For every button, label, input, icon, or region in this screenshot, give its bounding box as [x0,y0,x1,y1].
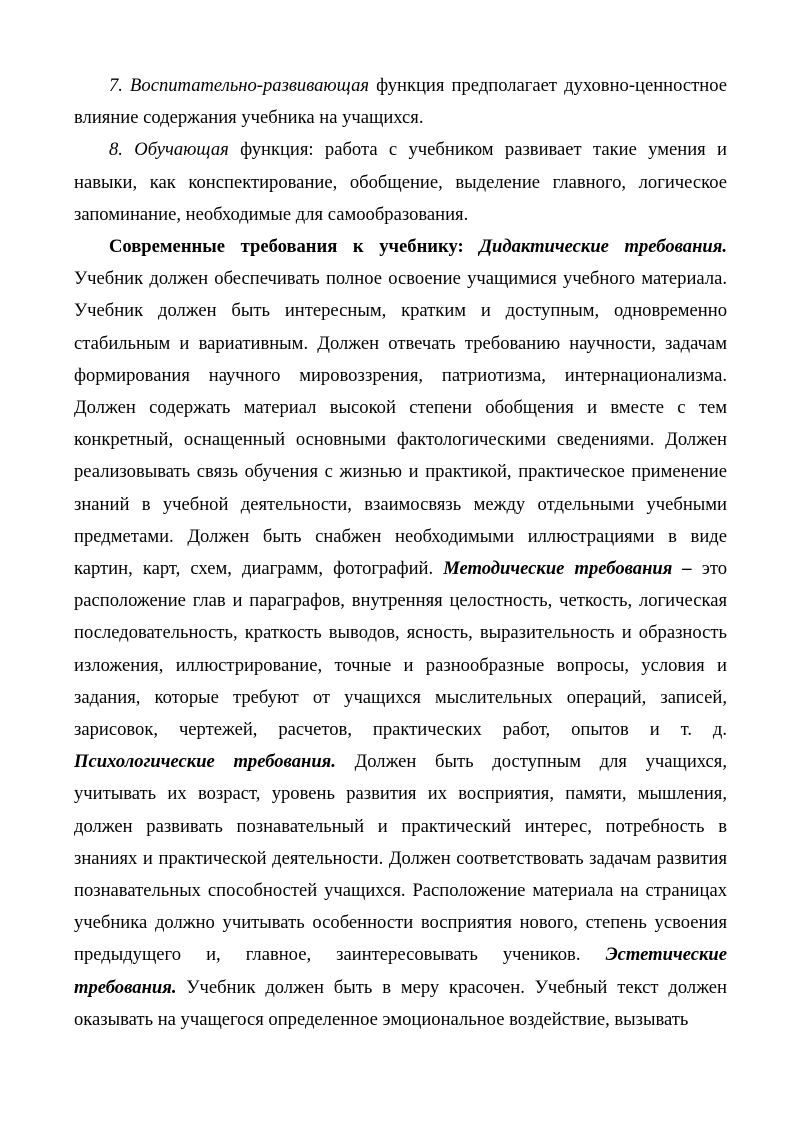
paragraph-function-8 [74,134,727,231]
methodical-requirements-text: это расположение глав и параграфов, внутренняя целостность, четкость, логическая последовательность, краткость выводов, ясность, выразительность и образность изложения, иллюстрирование, точные и разнообразные вопросы, условия и задания, которые требуют от учащихся мыслительных операций, записей, зарисовок, чертежей, расчетов, практических работ, опытов и т. д. [74,558,727,741]
function-7-text: функция предполагает духовно-ценностное влияние содержания учебника на учащихся. [74,75,727,129]
methodical-requirements-term: Методические требования – [443,558,692,580]
didactic-requirements-term: Дидактические требования. [479,236,727,258]
didactic-requirements-text: Учебник должен обеспечивать полное освоение учащимися учебного материала. Учебник должен быть интересным, кратким и доступным, одновременно стабильным и вариативным. Должен отвечать требованию научности, задачам формирования научного мировоззрения, патриотизма, интернационализма. Должен содержать материал высокой степени обобщения и вместе с тем конкретный, оснащенный основными фактологическими сведениями. Должен реализовывать связь обучения с жизнью и практикой, практическое применение знаний в учебной деятельности, взаимосвязь между отдельными учебными предметами. Должен быть снабжен необходимыми иллюстрациями в виде картин, карт, схем, диаграмм, фотографий. [74,268,727,580]
psychological-requirements-term: Психологические требования. [74,751,336,773]
psychological-requirements-text: Должен быть доступным для учащихся, учитывать их возраст, уровень развития их восприятия, памяти, мышления, должен развивать познавательный и практический интерес, потребность в знаниях и практической деятельности. Должен соответствовать задачам развития познавательных способностей учащихся. Расположение материала на страницах учебника должно учитывать особенности восприятия нового, степень усвоения предыдущего и, главное, заинтересовывать учеников. [74,751,728,966]
paragraph-function-7 [74,70,727,134]
function-8-term: 8. Обучающая [109,139,229,161]
function-8-text: функция: работа с учебником развивает такие умения и навыки, как конспектирование, обобщение, выделение главного, логическое запоминание, необходимые для самообразования. [74,139,727,225]
paragraph-requirements [74,231,727,1036]
aesthetic-requirements-text: Учебник должен быть в меру красочен. Учебный текст должен оказывать на учащегося определенное эмоциональное воздействие, вызывать [74,976,727,1030]
body-text [74,70,727,1036]
aesthetic-requirements-term: Эстетические требования. [74,944,727,998]
function-7-term: 7. Воспитательно-развивающая [109,75,370,96]
requirements-heading: Современные требования к учебнику: [109,236,480,258]
